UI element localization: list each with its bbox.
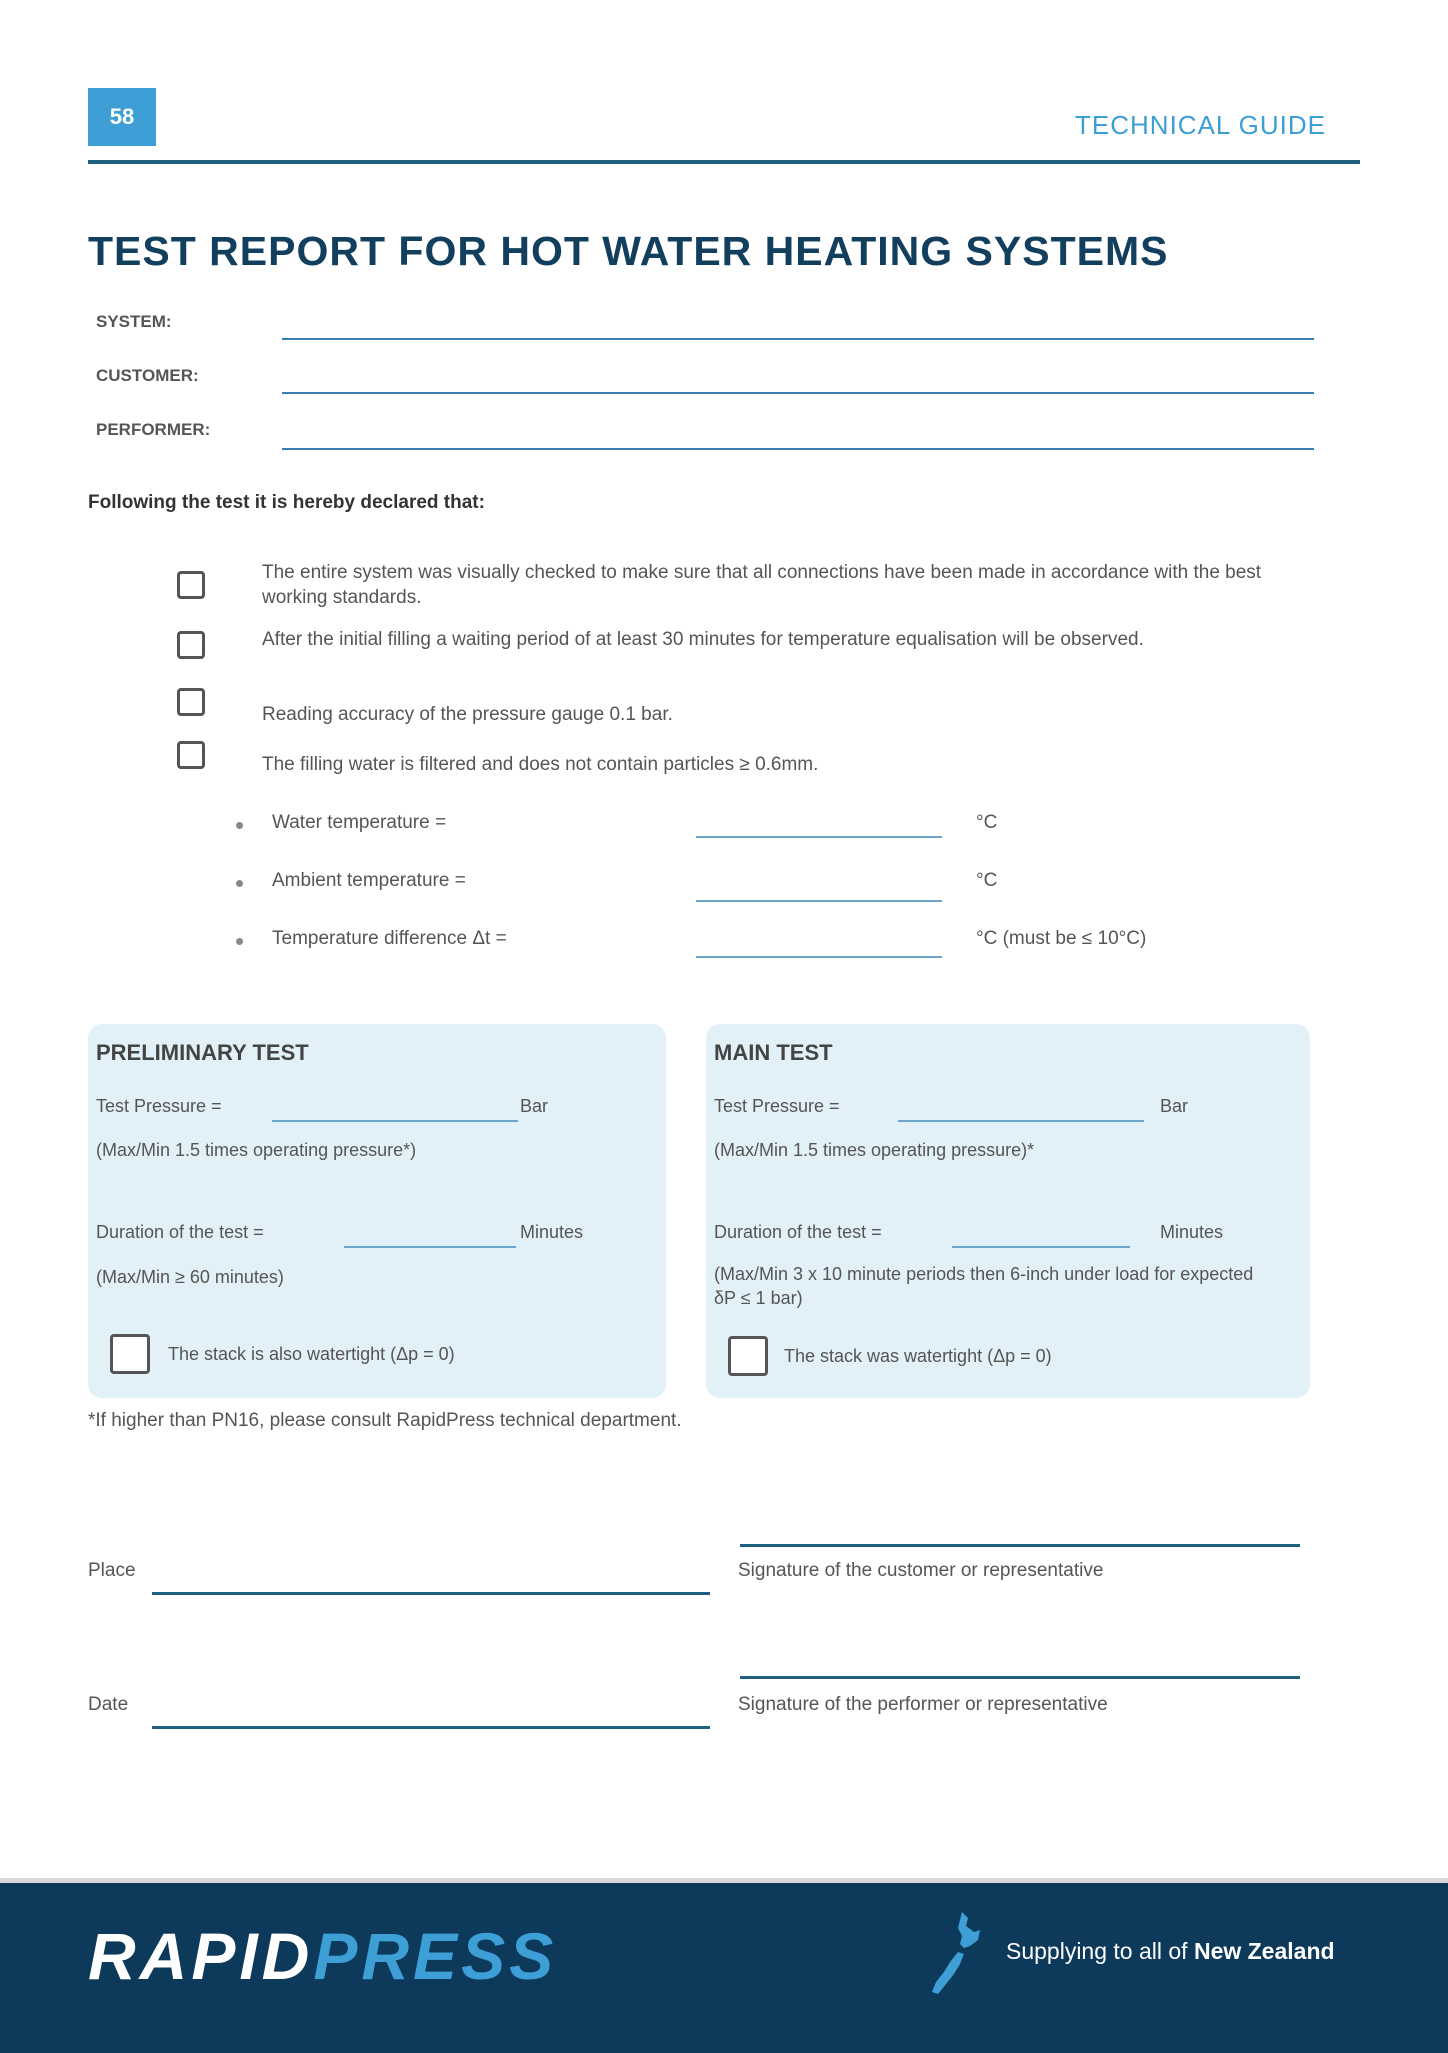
intro-statement: Following the test it is hereby declared that: xyxy=(88,492,485,513)
performer-signature-field[interactable] xyxy=(740,1676,1300,1679)
water-temperature-field[interactable] xyxy=(696,836,942,838)
preliminary-duration-note: (Max/Min ≥ 60 minutes) xyxy=(96,1267,284,1287)
main-test-panel xyxy=(706,1024,1310,1398)
tagline-country: New Zealand xyxy=(1193,1938,1335,1964)
preliminary-pressure-field[interactable] xyxy=(272,1120,518,1122)
new-zealand-map-icon xyxy=(928,1908,1000,2004)
bullet-icon xyxy=(236,938,243,945)
customer-signature-field[interactable] xyxy=(740,1544,1300,1547)
preliminary-duration-label: Duration of the test = xyxy=(96,1222,264,1242)
date-field[interactable] xyxy=(152,1726,710,1729)
header-divider xyxy=(88,160,1360,164)
checklist-item-2: After the initial filling a waiting period of at least 30 minutes for temperature equalisation will be observed. xyxy=(262,629,1144,650)
temperature-difference-unit: °C (must be ≤ 10°C) xyxy=(976,928,1147,949)
checklist-checkbox-1[interactable] xyxy=(177,571,205,599)
checklist-checkbox-3[interactable] xyxy=(177,688,205,716)
system-field[interactable] xyxy=(282,338,1314,340)
ambient-temperature-unit: °C xyxy=(976,870,998,891)
main-duration-note: (Max/Min 3 x 10 minute periods then 6-inch under load for expected δP ≤ 1 bar) xyxy=(714,1264,1254,1308)
main-watertight-label: The stack was watertight (Δp = 0) xyxy=(784,1346,1052,1366)
brand-logo-part1: RAPID xyxy=(88,1919,314,1993)
preliminary-watertight-checkbox[interactable] xyxy=(110,1334,150,1374)
main-pressure-label: Test Pressure = xyxy=(714,1096,840,1116)
preliminary-duration-field[interactable] xyxy=(344,1246,516,1248)
checklist-checkbox-2[interactable] xyxy=(177,631,205,659)
guide-title: TECHNICAL GUIDE xyxy=(1075,110,1326,140)
customer-signature-label: Signature of the customer or representative xyxy=(738,1560,1104,1581)
brand-logo-part2: PRESS xyxy=(313,1919,558,1993)
system-label: SYSTEM: xyxy=(96,312,172,331)
date-label: Date xyxy=(88,1694,129,1715)
ambient-temperature-field[interactable] xyxy=(696,900,942,902)
preliminary-watertight-label: The stack is also watertight (Δp = 0) xyxy=(168,1344,455,1364)
checklist-checkbox-4[interactable] xyxy=(177,741,205,769)
preliminary-pressure-label: Test Pressure = xyxy=(96,1096,222,1116)
place-label: Place xyxy=(88,1560,136,1581)
preliminary-pressure-note: (Max/Min 1.5 times operating pressure*) xyxy=(96,1140,417,1160)
page-number-badge: 58 xyxy=(88,88,156,146)
place-field[interactable] xyxy=(152,1592,710,1595)
performer-signature-label: Signature of the performer or representative xyxy=(738,1694,1108,1715)
checklist-item-3: Reading accuracy of the pressure gauge 0.1 bar. xyxy=(262,704,673,725)
customer-field[interactable] xyxy=(282,392,1314,394)
main-duration-label: Duration of the test = xyxy=(714,1222,882,1242)
water-temperature-unit: °C xyxy=(976,812,998,833)
bullet-icon xyxy=(236,880,243,887)
main-test-title: MAIN TEST xyxy=(714,1040,833,1065)
main-pressure-unit: Bar xyxy=(1160,1096,1189,1116)
main-duration-field[interactable] xyxy=(952,1246,1130,1248)
temperature-difference-field[interactable] xyxy=(696,956,942,958)
main-pressure-note: (Max/Min 1.5 times operating pressure)* xyxy=(714,1140,1035,1160)
ambient-temperature-label: Ambient temperature = xyxy=(272,870,466,891)
page-title: TEST REPORT FOR HOT WATER HEATING SYSTEMS xyxy=(88,228,1169,274)
performer-label: PERFORMER: xyxy=(96,420,211,439)
water-temperature-label: Water temperature = xyxy=(272,812,447,833)
temperature-difference-label: Temperature difference Δt = xyxy=(272,928,507,949)
preliminary-test-title: PRELIMINARY TEST xyxy=(96,1040,309,1065)
main-pressure-field[interactable] xyxy=(898,1120,1144,1122)
main-watertight-checkbox[interactable] xyxy=(728,1336,768,1376)
preliminary-duration-unit: Minutes xyxy=(520,1222,584,1242)
main-duration-unit: Minutes xyxy=(1160,1222,1224,1242)
preliminary-pressure-unit: Bar xyxy=(520,1096,549,1116)
footer-tagline xyxy=(1006,1938,1335,1965)
footnote: *If higher than PN16, please consult RapidPress technical department. xyxy=(88,1410,682,1431)
bullet-icon xyxy=(236,822,243,829)
checklist-item-1: The entire system was visually checked to make sure that all connections have been made in accordance with the best working standards. xyxy=(262,562,1262,608)
customer-label: CUSTOMER: xyxy=(96,366,199,385)
performer-field[interactable] xyxy=(282,448,1314,450)
checklist-item-4: The filling water is filtered and does not contain particles ≥ 0.6mm. xyxy=(262,754,819,775)
tagline-prefix: Supplying to all of xyxy=(1006,1938,1194,1964)
brand-logo xyxy=(88,1918,557,1994)
